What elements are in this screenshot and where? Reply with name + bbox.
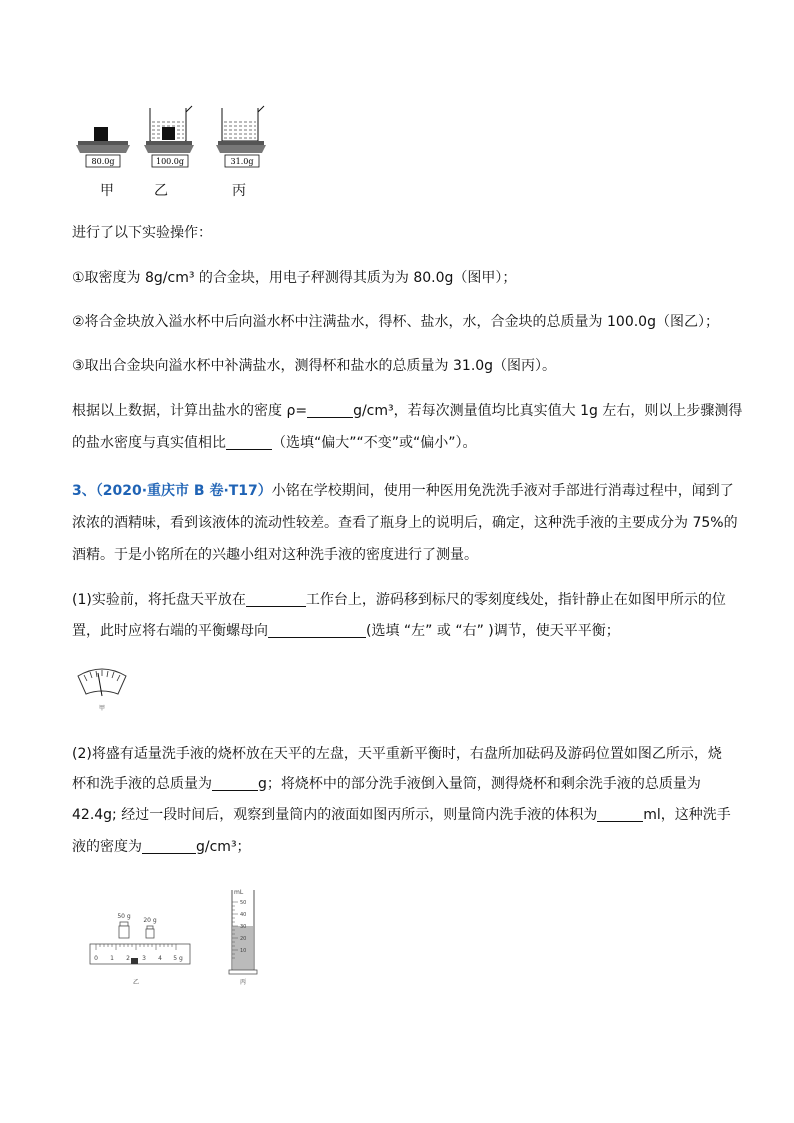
cyl-tick-30: 30 — [240, 924, 247, 930]
volume-blank[interactable] — [597, 807, 643, 822]
intro-text: 进行了以下实验操作： — [72, 225, 212, 241]
sub2-line-1: (2)将盛有适量洗手液的烧杯放在天平的左盘，天平重新平衡时，右盘所加砝码及游码位置如图乙所示，烧 — [72, 746, 722, 762]
scale-jia — [76, 127, 130, 167]
step-1: ①取密度为 8g/cm³ 的合金块，用电子秤测得其质为为 80.0g（图甲）； — [72, 270, 517, 286]
calc-text-1: 根据以上数据，计算出盐水的密度 ρ= — [72, 403, 308, 419]
weight-50g-label: 50 g — [117, 913, 131, 920]
fig-jia-label: 甲 — [98, 705, 106, 712]
sub1-line-2 — [72, 620, 620, 640]
weight-50g — [119, 926, 129, 938]
scales-figure — [70, 100, 280, 175]
balance-dial-figure — [74, 662, 130, 712]
calc-line-1 — [72, 400, 742, 420]
q3-line-1 — [72, 480, 734, 500]
sub2-text-b: 杯和洗手液的总质量为 — [72, 776, 212, 792]
slider-rider — [131, 958, 138, 964]
sub2-line-4 — [72, 836, 251, 856]
figure-label-yi: 乙 — [154, 183, 168, 199]
sub2-text-d: 42.4g; 经过一段时间后，观察到量筒内的液面如图丙所示，则量筒内洗手液的体积为 — [72, 807, 598, 823]
step-3: ③取出合金块向溢水杯中补满盐水，测得杯和盐水的总质量为 31.0g（图丙）。 — [72, 358, 557, 374]
q3-line-2: 浓浓的酒精味，看到该液体的流动性较差。查看了瓶身上的说明后，确定，这种洗手液的主要成分为 75%的 — [72, 515, 738, 531]
sub1-text-b: 工作台上，游码移到标尺的零刻度线处，指针静止在如图甲所示的位 — [305, 592, 726, 608]
calc-line-2 — [72, 432, 477, 452]
calc-text-2: g/cm³，若每次测量值均比真实值大 1g 左右，则以上步骤测得 — [353, 403, 743, 419]
q3-header: 3、（2020·重庆市 B 卷·T17） — [72, 483, 272, 499]
sub1-text-d: (选填 “左” 或 “右” )调节，使天平平衡； — [366, 623, 620, 639]
sub2-text-f: 液的密度为 — [72, 839, 142, 855]
scale-bing — [216, 106, 266, 167]
sub2-text-g: g/cm³； — [196, 839, 251, 855]
q3-text-1: 小铭在学校期间，使用一种医用免洗洗手液对手部进行消毒过程中，闻到了 — [271, 483, 734, 499]
ruler-tick-0: 0 — [94, 955, 98, 962]
cylinder-base — [229, 970, 257, 974]
figure-label-bing: 丙 — [232, 183, 246, 199]
total-mass-blank[interactable] — [212, 776, 258, 791]
ruler-tick-2: 2 — [126, 955, 130, 962]
ruler-tick-1: 1 — [110, 955, 114, 962]
liquid-density-blank[interactable] — [142, 839, 196, 854]
weight-20g-label: 20 g — [143, 917, 157, 924]
sub2-line-3 — [72, 804, 731, 824]
scale-yi-reading: 100.0g — [155, 157, 185, 166]
measuring-cylinder-figure — [222, 884, 268, 988]
weight-50g-knob — [120, 922, 128, 926]
figure-label-jia: 甲 — [100, 183, 114, 199]
cyl-tick-50: 50 — [240, 900, 247, 906]
ruler-tick-4: 4 — [158, 955, 162, 962]
weight-20g — [146, 929, 154, 938]
scale-jia-reading: 80.0g — [91, 157, 115, 166]
step-2: ②将合金块放入溢水杯中后向溢水杯中注满盐水，得杯、盐水，水，合金块的总质量为 100.0g（图乙）； — [72, 314, 719, 330]
sub2-text-c: g；将烧杯中的部分洗手液倒入量筒，测得烧杯和剩余洗手液的总质量为 — [258, 776, 701, 792]
sub1-line-1 — [72, 589, 726, 609]
cyl-tick-20: 20 — [240, 936, 247, 942]
scale-yi — [144, 106, 194, 167]
fig-yi-label: 乙 — [132, 979, 140, 986]
comparison-blank[interactable] — [226, 435, 272, 450]
sub1-text-c: 置，此时应将右端的平衡螺母向 — [72, 623, 268, 639]
sub2-text-e: ml，这种洗手 — [643, 807, 731, 823]
cylinder-unit: mL — [234, 889, 244, 896]
scale-bing-reading: 31.0g — [230, 157, 254, 166]
fig-bing-label: 丙 — [239, 979, 247, 986]
cyl-tick-40: 40 — [240, 912, 247, 918]
worktable-blank[interactable] — [246, 592, 306, 607]
weights-ruler-figure — [88, 908, 192, 988]
sub1-text-a: (1)实验前，将托盘天平放在 — [72, 592, 246, 608]
ruler-tick-5: 5 g — [173, 955, 183, 962]
sub2-line-2 — [72, 773, 701, 793]
weight-20g-knob — [147, 926, 153, 929]
calc-text-4: （选填“偏大”“不变”或“偏小”）。 — [272, 435, 477, 451]
cyl-tick-10: 10 — [240, 948, 247, 954]
q3-line-3: 酒精。于是小铭所在的兴趣小组对这种洗手液的密度进行了测量。 — [72, 547, 478, 563]
direction-blank[interactable] — [268, 623, 366, 638]
ruler-tick-3: 3 — [142, 955, 146, 962]
density-blank[interactable] — [307, 403, 353, 418]
calc-text-3: 的盐水密度与真实值相比 — [72, 435, 226, 451]
